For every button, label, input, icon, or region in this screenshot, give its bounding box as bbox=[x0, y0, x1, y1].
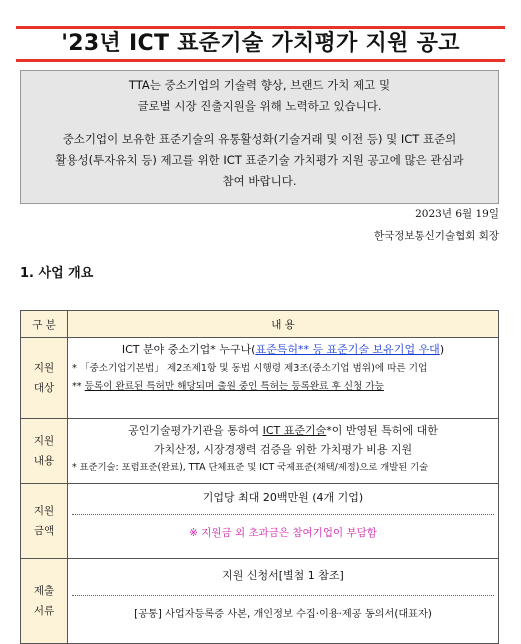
intro-box bbox=[20, 70, 499, 204]
target-text: ICT 분야 중소기업* 누구나( bbox=[121, 343, 256, 356]
target-content bbox=[68, 338, 499, 419]
row-label-text: 지원 bbox=[33, 362, 55, 374]
table-row bbox=[21, 419, 499, 484]
row-label-text: 금액 bbox=[33, 525, 55, 537]
row-label-target bbox=[21, 338, 68, 419]
support-text: *이 반영된 특허에 대한 bbox=[326, 424, 438, 437]
row-label-text: 지원 bbox=[33, 505, 55, 517]
issuer-name: 한국정보통신기술협회 회장 bbox=[373, 230, 499, 242]
row-label-docs bbox=[21, 559, 68, 644]
target-text: ) bbox=[439, 343, 445, 356]
amount-line: 기업당 최대 20백만원 (4개 기업) bbox=[202, 491, 364, 504]
table-header-row bbox=[21, 311, 499, 338]
target-main bbox=[72, 340, 494, 360]
intro-line: 글로벌 시장 진출지원을 위해 노력하고 있습니다. bbox=[137, 99, 382, 113]
row-label-text: 내용 bbox=[33, 455, 55, 467]
table-row bbox=[21, 559, 499, 644]
header-content: 내 용 bbox=[68, 311, 499, 338]
support-note: * 표준기술: 포럼표준(완료), TTA 단체표준 및 ICT 국제표준(채택/제정)으로 개발된 기술 bbox=[72, 462, 429, 473]
note-text: 등록이 완료된 특허만 해당되며 출원 중인 특허는 등록완료 후 신청 가능 bbox=[84, 381, 384, 392]
amount-note: ※ 지원금 외 초과금은 참여기업이 부담함 bbox=[189, 527, 377, 539]
intro-line: 활용성(투자유치 등) 제고를 위한 ICT 표준기술 가치평가 지원 공고에 많은 관심과 bbox=[55, 153, 464, 167]
row-label-content bbox=[21, 419, 68, 484]
row-label-text: 서류 bbox=[33, 605, 55, 617]
dotted-divider bbox=[72, 514, 494, 515]
page-title: '23년 ICT 표준기술 가치평가 지원 공고 bbox=[61, 31, 460, 56]
intro-line: TTA는 중소기업의 기술력 향상, 브랜드 가치 제고 및 bbox=[128, 78, 391, 92]
row-label-text: 대상 bbox=[33, 382, 55, 394]
dotted-divider bbox=[72, 595, 494, 596]
support-content bbox=[68, 419, 499, 484]
target-note-2 bbox=[72, 378, 494, 396]
support-line-1 bbox=[72, 421, 494, 440]
section-title: 1. 사업 개요 bbox=[20, 266, 94, 281]
amount-content bbox=[68, 484, 499, 559]
table-row bbox=[21, 484, 499, 559]
intro-line: 중소기업이 보유한 표준기술의 유통활성화(기술거래 및 이전 등) 및 ICT 표준의 bbox=[62, 132, 457, 146]
intro-line: 참여 바랍니다. bbox=[222, 174, 297, 188]
announcement-date: 2023년 6월 19일 bbox=[415, 208, 499, 220]
target-preferred-link[interactable]: 표준특허** 등 표준기술 보유기업 우대 bbox=[255, 343, 440, 356]
support-text: 공인기술평가기관을 통하여 bbox=[128, 424, 263, 437]
docs-line-1: 지원 신청서[별첨 1 참조] bbox=[222, 569, 344, 582]
support-text-underlined: ICT 표준기술 bbox=[262, 424, 327, 437]
row-label-text: 제출 bbox=[33, 585, 55, 597]
title-bottom-rule bbox=[16, 59, 505, 62]
overview-table bbox=[20, 310, 499, 644]
docs-line-2: [공통] 사업자등록증 사본, 개인정보 수집·이용·제공 동의서(대표자) bbox=[134, 609, 432, 620]
row-label-text: 지원 bbox=[33, 435, 55, 447]
note-marker: ** bbox=[72, 381, 85, 392]
header-category: 구 분 bbox=[21, 311, 68, 338]
table-row bbox=[21, 338, 499, 419]
docs-content bbox=[68, 559, 499, 644]
support-line-2: 가치산정, 시장경쟁력 검증을 위한 가치평가 비용 지원 bbox=[153, 443, 413, 456]
row-label-amount bbox=[21, 484, 68, 559]
target-note-1: * 「중소기업기본법」 제2조제1항 및 동법 시행령 제3조(중소기업 범위)에 따른 기업 bbox=[72, 363, 428, 374]
